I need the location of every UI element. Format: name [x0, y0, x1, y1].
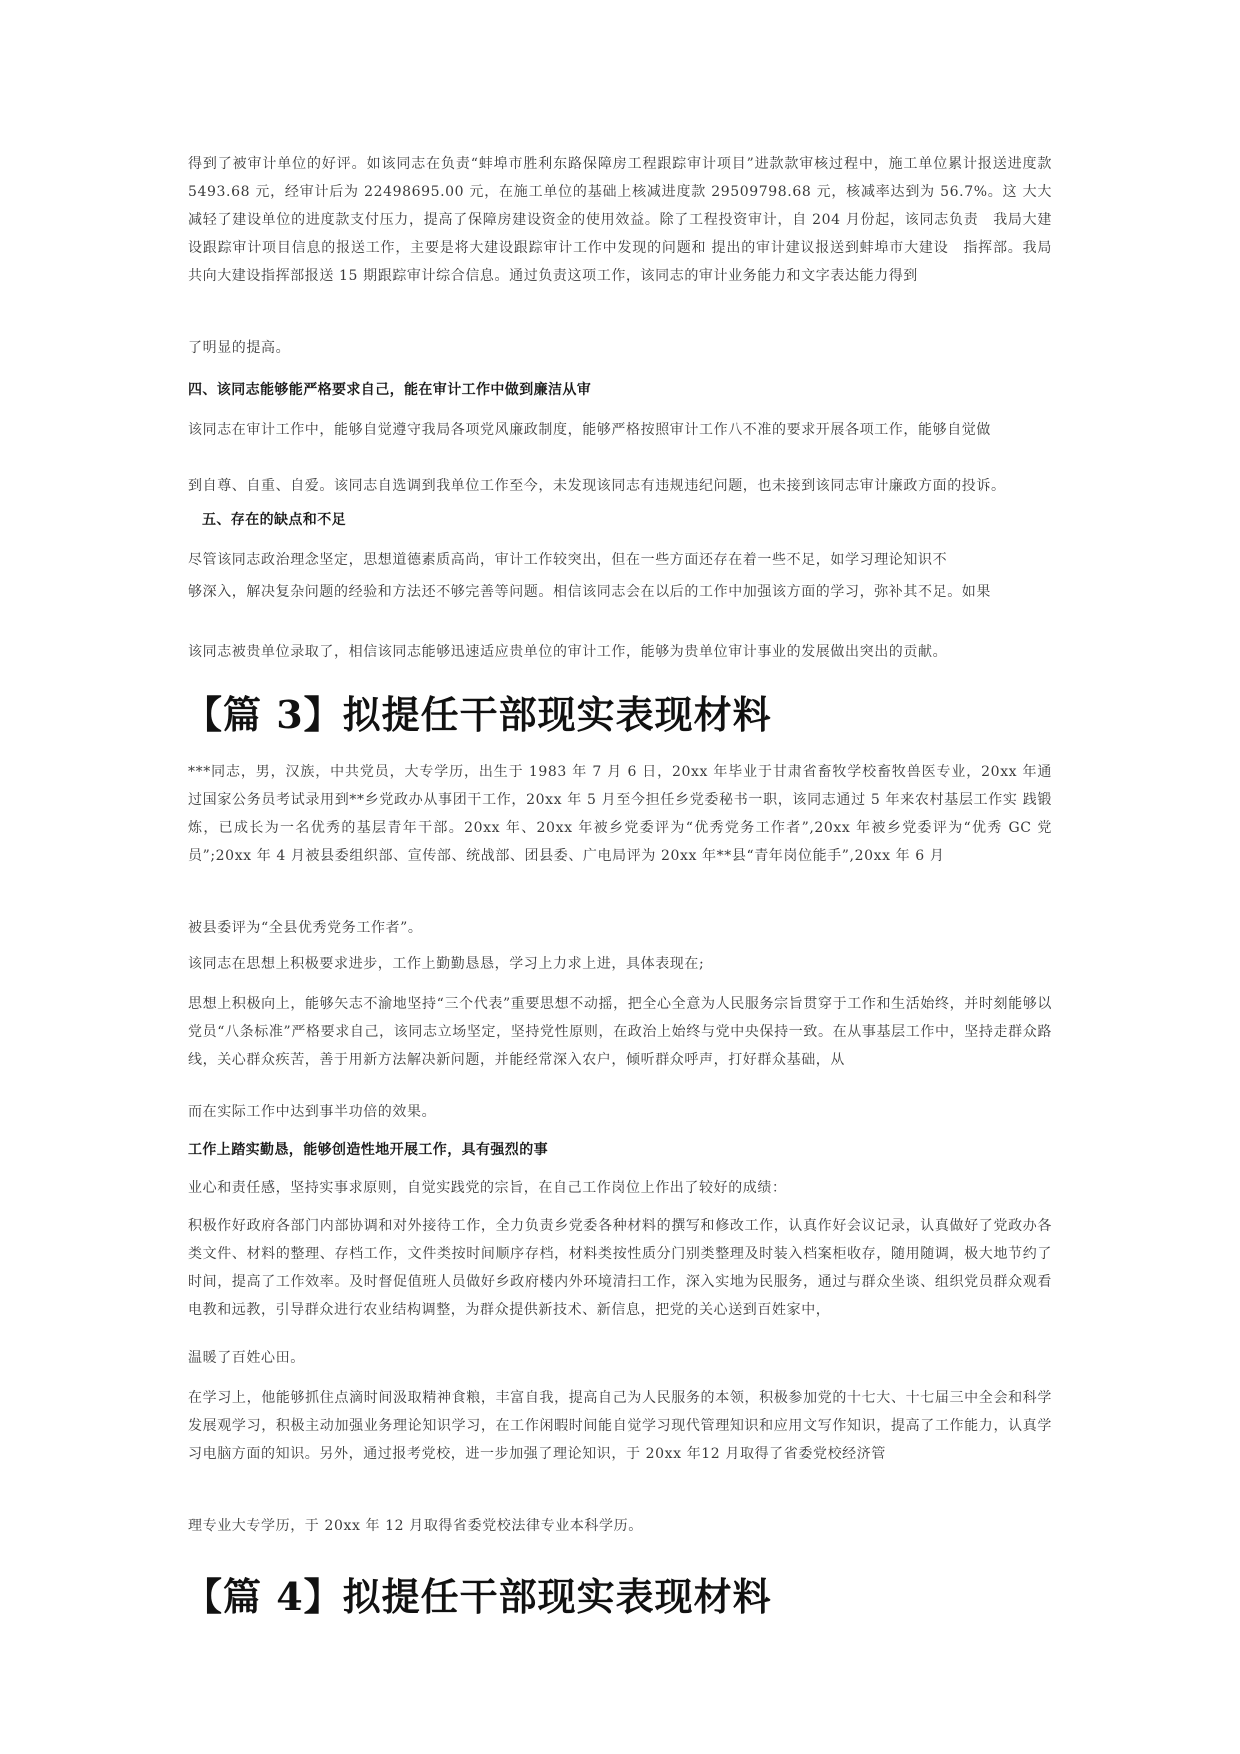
paragraph-degree: 理专业大专学历，于 20xx 年 12 月取得省委党校法律专业本科学历。: [188, 1518, 643, 1534]
heading-work-attitude: 工作上踏实勤恳，能够创造性地开展工作，具有强烈的事: [188, 1142, 548, 1158]
paragraph-profile-intro: ***同志，男，汉族，中共党员，大专学历，出生于 1983 年 7 月 6 日，20xx 年毕业于甘肃省畜牧学校畜牧兽医专业，20xx 年通 过国家公务员考试录用到**乡党政办从事团干工作，20xx 年 5 月至今担任乡党委秘书一职，该同志通过 5 年来农村基层工作实 践锻炼，已成长为一名优秀的基层青年干部。20xx 年、20xx 年被乡党委评为“优秀党务工作者”,20xx 年被乡党委评为“优秀 GC 党员”;20xx 年 4 月被县委组织部、宣传部、统战部、团县委、广电局评为 20xx 年**县“青年岗位能手”,20xx 年 6 月: [188, 764, 1052, 864]
paragraph-warmth: 温暖了百姓心田。: [188, 1350, 305, 1366]
paragraph-study: 在学习上，他能够抓住点滴时间汲取精神食粮，丰富自我，提高自己为人民服务的本领，积极参加党的十七大、十七届三中全会和科学发展观学习，积极主动加强业务理论知识学习，在工作闲暇时间能自觉学习现代管理知识和应用文写作知识，提高了工作能力，认真学习电脑方面的知识。另外，通过报考党校，进一步加强了理论知识，于 20xx 年12 月取得了省委党校经济管: [188, 1390, 1052, 1462]
paragraph-improvement: 了明显的提高。: [188, 340, 291, 356]
section-4-title: 【篇 4】拟提任干部现实表现材料: [184, 1574, 772, 1619]
heading-section-four: 四、该同志能够能严格要求自己，能在审计工作中做到廉洁从审: [188, 382, 592, 398]
paragraph-duties: 积极作好政府各部门内部协调和对外接待工作，全力负责乡党委各种材料的撰写和修改工作，认真作好会议记录，认真做好了党政办各类文件、材料的整理、存档工作，文件类按时间顺序存档，材料类按性质分门别类整理及时装入档案柜收存，随用随调，极大地节约了时间，提高了工作效率。及时督促值班人员做好乡政府楼内外环境清扫工作，深入实地为民服务，通过与群众坐谈、组织党员群众观看电教和远教，引导群众进行农业结构调整，为群众提供新技术、新信息，把党的关心送到百姓家中，: [188, 1218, 1052, 1318]
paragraph-award: 被县委评为“全县优秀党务工作者”。: [188, 920, 423, 936]
section-3-title: 【篇 3】拟提任干部现实表现材料: [184, 692, 772, 737]
paragraph-shortcoming-2: 够深入，解决复杂问题的经验和方法还不够完善等问题。相信该同志会在以后的工作中加强该方面的学习，弥补其不足。如果: [188, 584, 991, 600]
paragraph-shortcoming-1: 尽管该同志政治理念坚定，思想道德素质高尚，审计工作较突出，但在一些方面还存在着一些不足，如学习理论知识不: [188, 552, 948, 568]
paragraph-thought: 思想上积极向上，能够矢志不渝地坚持“三个代表”重要思想不动摇，把全心全意为人民服务宗旨贯穿于工作和生活始终，并时刻能够以党员“八条标准”严格要求自己，该同志立场坚定，坚持党性原则，在政治上始终与党中央保持一致。在从事基层工作中，坚持走群众路线，关心群众疾苦，善于用新方法解决新问题，并能经常深入农户，倾听群众呼声，打好群众基础，从: [188, 996, 1052, 1068]
paragraph-clean-audit-2: 到自尊、自重、自爱。该同志自选调到我单位工作至今，未发现该同志有违规违纪问题，也未接到该同志审计廉政方面的投诉。: [188, 478, 1006, 494]
paragraph-clean-audit-1: 该同志在审计工作中，能够自觉遵守我局各项党风廉政制度，能够严格按照审计工作八不准的要求开展各项工作，能够自觉做: [188, 422, 991, 438]
paragraph-career: 业心和责任感，坚持实事求原则，自觉实践党的宗旨，在自己工作岗位上作出了较好的成绩：: [188, 1180, 787, 1196]
heading-section-five: 五、存在的缺点和不足: [202, 512, 346, 528]
paragraph-effect: 而在实际工作中达到事半功倍的效果。: [188, 1104, 437, 1120]
paragraph-shortcoming-3: 该同志被贵单位录取了，相信该同志能够迅速适应贵单位的审计工作，能够为贵单位审计事业的发展做出突出的贡献。: [188, 644, 948, 660]
paragraph-performance: 该同志在思想上积极要求进步，工作上勤勤恳恳，学习上力求上进，具体表现在;: [188, 956, 705, 972]
paragraph-audit-result: 得到了被审计单位的好评。如该同志在负责“蚌埠市胜利东路保障房工程跟踪审计项目”进款款审核过程中，施工单位累计报送进度款 5493.68 元，经审计后为 22498695.00 元，在施工单位的基础上核减进度款 29509798.68 元，核减率达到为 56.7%。这 大大减轻了建设单位的进度款支付压力，提高了保障房建设资金的使用效益。除了工程投资审计，自 204 月份起，该同志负责 我局大建设跟踪审计项目信息的报送工作，主要是将大建设跟踪审计工作中发现的问题和 提出的审计建议报送到蚌埠市大建设 指挥部。我局共向大建设指挥部报送 15 期跟踪审计综合信息。通过负责这项工作，该同志的审计业务能力和文字表达能力得到: [188, 156, 1052, 284]
